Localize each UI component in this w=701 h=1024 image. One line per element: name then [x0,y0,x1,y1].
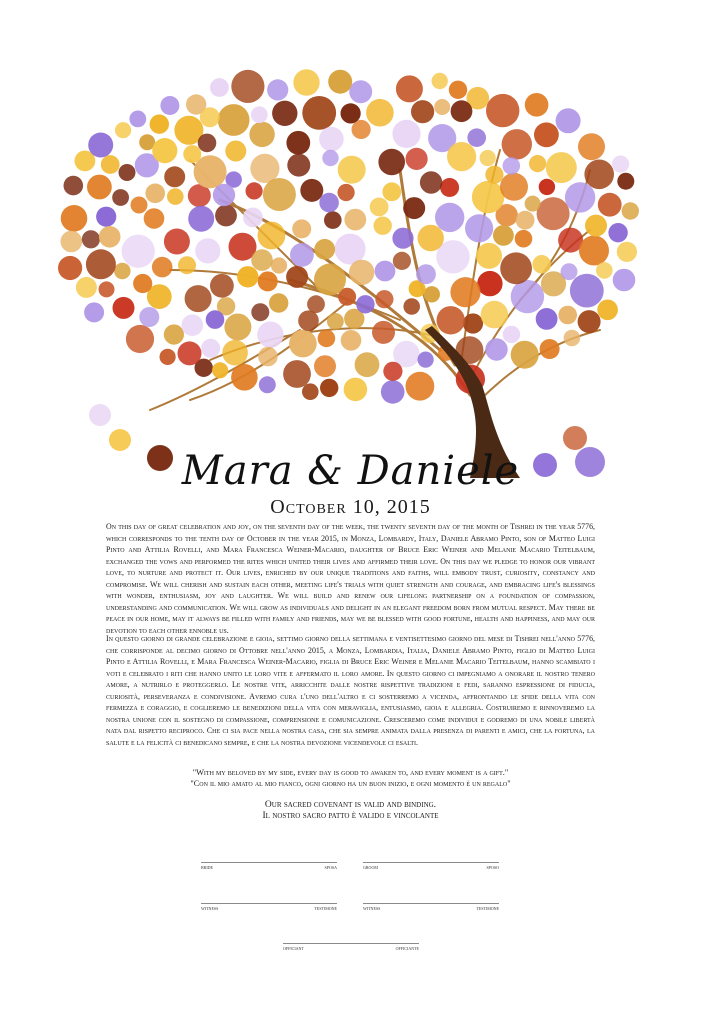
leaf-circle [449,81,467,99]
leaf-circle [160,349,176,365]
leaf-circle [536,308,558,330]
leaf-circle [503,157,521,175]
leaf-circle [622,202,639,219]
leaf-circle [432,73,448,89]
leaf-circle [352,120,371,139]
leaf-circle [420,171,442,193]
leaf-circle [133,274,152,293]
leaf-circle [84,302,104,322]
leaf-circle [556,108,581,133]
leaf-circle [382,182,401,201]
leaf-circle [341,103,361,123]
leaf-circle [437,306,465,334]
leaf-circle [99,281,115,297]
leaf-circle [64,176,84,196]
groom-label: groom [363,865,378,871]
leaf-circle [231,70,264,103]
leaf-circle [286,266,308,288]
bride-signature-line[interactable] [201,862,337,875]
leaf-circle [210,274,234,298]
leaf-circle [87,175,112,200]
leaf-circle [287,154,310,177]
leaf-circle [349,260,374,285]
leaf-circle [150,115,169,134]
tree-leaf-circles [58,69,639,477]
leaf-circle [139,307,159,327]
leaf-circle [212,362,228,378]
leaf-circle [561,263,578,280]
leaf-circle [476,243,502,269]
leaf-circle [224,314,251,341]
leaf-circle [596,262,613,279]
leaf-circle [99,226,121,248]
leaf-circle [122,235,155,268]
leaf-circle [546,152,577,183]
leaf-circle [271,257,287,273]
quote-italian: "Con il mio amato al mio fianco, ogni giorno ha un buon inizio, e ogni momento è un regalo" [190,779,511,788]
leaf-circle [338,156,366,184]
leaf-circle [101,155,120,174]
witness-label-2: witness [363,906,381,912]
leaf-circle [126,325,154,353]
leaf-circle [302,96,336,130]
sposa-label: sposa [324,865,337,871]
leaf-circle [259,376,276,393]
leaf-circle [324,211,342,229]
leaf-circle [237,266,258,287]
leaf-circle [344,209,366,231]
leaf-circle [167,188,184,205]
leaf-circle [195,238,220,263]
leaf-circle [579,236,609,266]
leaf-circle [258,347,278,367]
leaf-circle [532,255,551,274]
leaf-circle [341,330,362,351]
leaf-circle [403,298,420,315]
leaf-circle [283,360,311,388]
leaf-circle [327,313,344,330]
leaf-circle [558,306,577,325]
groom-signature-line[interactable] [363,862,499,875]
watercolor-tree-artwork [0,0,701,490]
leaf-circle [58,256,82,280]
leaf-circle [372,321,395,344]
leaf-circle [249,122,274,147]
leaf-circle [511,341,539,369]
leaf-circle [292,219,311,238]
leaf-circle [515,230,533,248]
leaf-circle [344,378,368,402]
leaf-circle [349,80,372,103]
leaf-circle [617,173,634,190]
leaf-circle [465,214,493,242]
officiante-label: officiante [395,946,419,952]
leaf-circle [320,379,338,397]
leaf-circle [258,271,278,291]
leaf-circle [392,228,413,249]
leaf-circle [160,96,179,115]
witness-signature-line-1[interactable] [201,903,337,916]
leaf-circle [451,100,473,122]
leaf-circle [612,156,629,173]
leaf-circle [416,264,436,284]
leaf-circle [257,322,283,348]
leaf-circle [178,256,196,274]
quote-english: "With my beloved by my side, every day is good to awaken to, and every moment is a gift." [192,768,509,777]
leaf-circle [314,264,346,296]
leaf-circle [269,293,288,312]
officiant-label: officiant [283,946,304,952]
leaf-circle [61,231,83,253]
leaf-circle [485,338,507,360]
leaf-circle [511,280,544,313]
leaf-circle [393,252,411,270]
leaf-circle [467,128,486,147]
leaf-circle [322,150,338,166]
leaf-circle [206,310,225,329]
leaf-circle [183,145,201,163]
leaf-circle [298,310,319,331]
leaf-circle [540,339,560,359]
leaf-circle [356,295,374,313]
leaf-circle [251,303,269,321]
leaf-circle [152,257,173,278]
leaf-circle [164,166,185,187]
leaf-circle [319,127,344,152]
bride-label: bride [201,865,213,871]
leaf-circle [272,101,297,126]
leaf-circle [263,178,296,211]
ketubah-text-english: On this day of great celebration and joy, on the seventh day of the week, the twenty seventh day of the month of Tishrei in the year 5776, which corresponds to the tenth day of October in the year 2015, in Monza, Lombardy, Italy, Daniele Abramo Pinto, son of Matteo Luigi Pinto and Attilia Rovelli, and Mara Francesca Weiner-Macario, daughter of Bruce Eric Weiner and Melanie Macario Teitelbaum, exchanged the vows and performed the rites which united their lives and affirmed their love. On this day we pledge to honor our vibrant love, to nurture and protect it. Our lives, enriched by our unique traditions and faiths, will embody trust, curiosity, constancy and compromise. We will cherish and sustain each other, meeting life's trials with quiet strength and courage, and embracing life's blessings with wonder, enthusiasm, joy and laughter. We will build and renew our lifelong partnership on a foundation of compassion, understanding and communication. We will grow as individuals and delight in an elegant freedom born from mutual respect. May there be peace in our home, may it always be filled with family and friends, may we be blessed with good fortune, health and happiness, and may our devotion to each other ennoble us. [106,522,595,635]
leaf-circle [370,198,389,217]
leaf-circle [440,178,459,197]
leaf-circle [200,107,220,127]
leaf-circle [450,277,480,307]
leaf-circle [534,122,559,147]
leaf-circle [563,426,587,450]
leaf-circle [366,99,394,127]
leaf-circle [463,313,483,333]
leaf-circle [251,249,273,271]
leaf-circle [617,242,637,262]
leaf-circle [608,223,627,242]
leaf-circle [188,206,214,232]
leaf-circle [129,111,146,128]
leaf-circle [435,203,464,232]
leaf-circle [210,78,229,97]
leaf-circle [86,249,116,279]
leaf-circle [314,239,335,260]
leaf-circle [418,225,444,251]
leaf-circle [374,217,392,235]
leaf-circle [289,330,317,358]
leaf-circle [300,179,323,202]
officiant-signature-line[interactable] [283,943,419,956]
leaf-circle [516,211,535,230]
leaf-circle [144,208,165,229]
covenant-italian: Il nostro sacro patto è valido e vincolante [262,811,439,821]
leaf-circle [529,155,546,172]
leaf-circle [406,372,435,401]
leaf-circle [525,93,549,117]
leaf-circle [119,164,136,181]
leaf-circle [502,129,532,159]
leaf-circle [185,285,212,312]
leaf-circle [328,70,352,94]
couple-names: Mara & Daniele [181,448,520,494]
leaf-circle [500,173,528,201]
leaf-circle [114,263,131,280]
leaf-circle [447,142,476,171]
leaf-circle [597,300,618,321]
leaf-circle [525,196,541,212]
leaf-circle [182,314,204,336]
leaf-circle [486,94,519,127]
leaf-circle [481,301,509,329]
leaf-circle [485,166,503,184]
leaf-circle [243,208,263,228]
leaf-circle [115,122,131,138]
leaf-circle [378,149,405,176]
leaf-circle [578,310,601,333]
leaf-circle [403,197,425,219]
leaf-circle [96,207,116,227]
leaf-circle [145,184,165,204]
leaf-circle [375,290,393,308]
leaf-circle [113,297,135,319]
leaf-circle [152,138,177,163]
leaf-circle [213,184,235,206]
leaf-circle [565,182,595,212]
leaf-circle [267,79,288,100]
leaf-circle [503,326,520,343]
leaf-circle [246,182,263,199]
leaf-circle [418,352,434,368]
leaf-circle [355,352,380,377]
leaf-circle [112,189,129,206]
leaf-circle [258,222,286,250]
leaf-circle [164,229,190,255]
leaf-circle [76,277,97,298]
leaf-circle [293,69,319,95]
leaf-circle [424,286,440,302]
leaf-circle [537,197,570,230]
leaf-circle [89,404,111,426]
leaf-circle [222,340,248,366]
leaf-circle [480,150,496,166]
witness-signature-line-2[interactable] [363,903,499,916]
leaf-circle [578,133,605,160]
leaf-circle [584,160,614,190]
leaf-circle [472,181,504,213]
leaf-circle [570,274,604,308]
leaf-circle [164,324,184,344]
leaf-circle [500,252,532,284]
ketubah-text-italian: In questo giorno di grande celebrazione e gioia, settimo giorno della settimana e ventisettesimo giorno del mese di Tishrei nell'anno 5776, che corrisponde al decimo giorno di Ottobre nell'anno 2015, a Monza, Lombardia, Italia, Daniele Abramo Pinto, figlio di Matteo Luigi Pinto e Attilia Rovelli, e Mara Francesca Weiner-Macario, figlia di Bruce Eric Weiner e Melanie Macario Teitelbaum, hanno scambiato i voti e celebrato i riti che hanno unito le loro vite e affermato il loro amore. In questo giorno ci impegniamo a onorare il nostro tenero amore, a nutrirlo e proteggerlo. Le nostre vite, arricchite dalle nostre rispettive tradizioni e fedi, saranno espressione di fiducia, curiosità, perseveranza e condivisione. Avremo cura l'uno dell'altro e ci sosterremo a vicenda, affrontando le sfide della vita con fermezza e coraggio, e coglieremo le benedizioni della vita con meraviglia, entusiasmo, gioia e allegria. Costruiremo e rinnoveremo la nostra unione con il sostegno di compassione, comprensione e comunicazione. Cresceremo come individui e godremo di una nobile libertà nata dal rispetto reciproco. Che ci sia pace nella nostra casa, che sia sempre animata dalla presenza di parenti e amici, che la fortuna, la salute e la felicità ci benedicano sempre, e che la nostra devozione vicendevole ci esalti. [106,634,595,747]
leaf-circle [477,271,502,296]
testimone-label-2: testimone [476,906,499,912]
leaf-circle [338,184,355,201]
leaf-circle [598,193,622,217]
leaf-circle [564,330,581,347]
leaf-circle [88,133,113,158]
witness-label-1: witness [201,906,219,912]
leaf-circle [318,330,336,348]
leaf-circle [392,120,420,148]
leaf-circle [493,225,514,246]
leaf-circle [225,141,246,162]
leaf-circle [411,100,434,123]
leaf-circle [383,362,402,381]
leaf-circle [82,230,100,248]
leaf-circle [231,364,258,391]
leaf-circle [613,269,636,292]
leaf-circle [319,193,339,213]
leaf-circle [61,205,88,232]
leaf-circle [251,106,268,123]
wedding-date: October 10, 2015 [270,496,431,518]
testimone-label-1: testimone [314,906,337,912]
leaf-circle [215,205,237,227]
leaf-circle [314,355,336,377]
leaf-circle [290,243,314,267]
leaf-circle [178,341,202,365]
leaf-circle [585,215,607,237]
leaf-circle [375,261,396,282]
covenant-english: Our sacred covenant is valid and binding. [264,800,437,810]
leaf-circle [539,179,555,195]
leaf-circle [131,197,148,214]
leaf-circle [218,104,250,136]
leaf-circle [307,295,325,313]
leaf-circle [198,134,217,153]
leaf-circle [406,148,428,170]
leaf-circle [201,339,220,358]
leaf-circle [381,380,405,404]
leaf-circle [286,131,310,155]
leaf-circle [302,383,319,400]
leaf-circle [396,75,423,102]
leaf-circle [434,99,450,115]
sposo-label: sposo [486,865,499,871]
